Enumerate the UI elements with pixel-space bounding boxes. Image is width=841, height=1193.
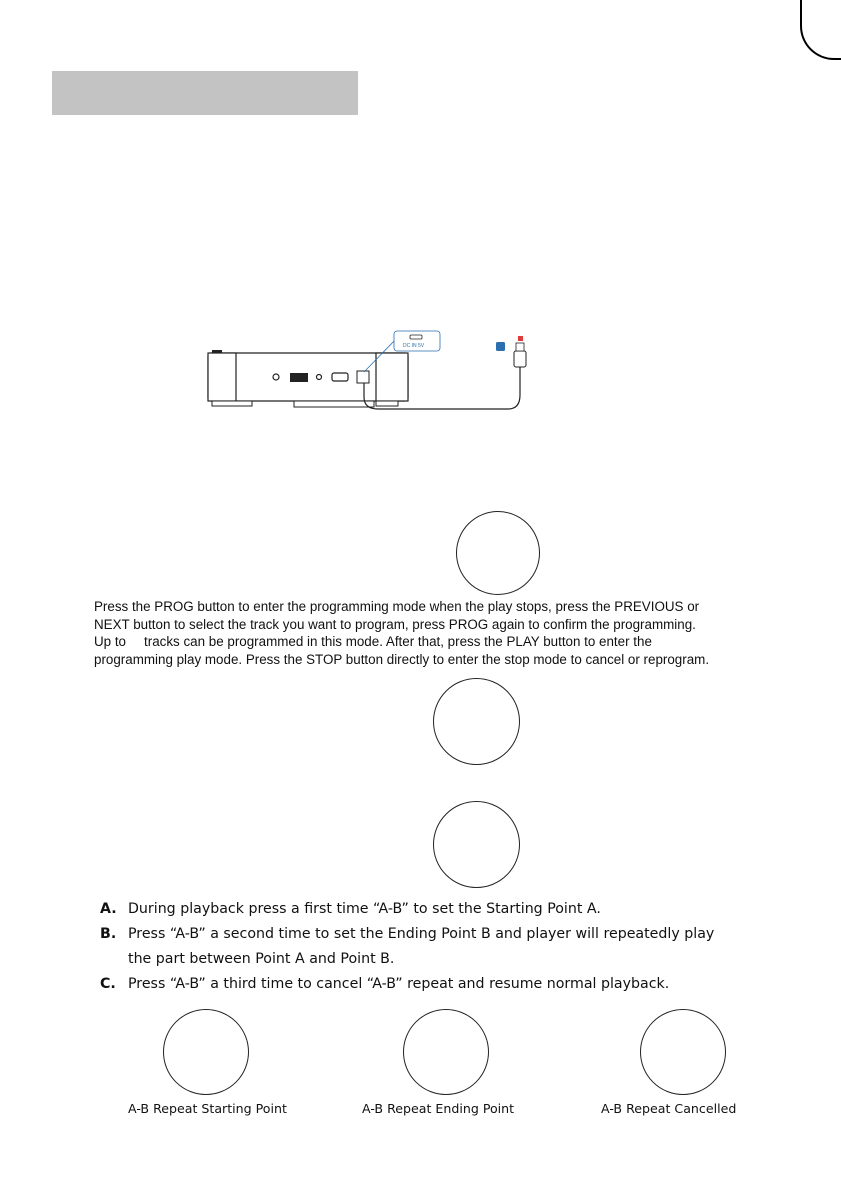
- ab-start-circle: [163, 1009, 249, 1095]
- caption-ab-end: A-B Repeat Ending Point: [362, 1101, 515, 1116]
- page-corner-mark: [800, 0, 841, 60]
- step-letter: B.: [100, 926, 117, 942]
- section-header-bar: [52, 71, 358, 115]
- program-line-3: [94, 633, 794, 651]
- button-circle-2: [433, 678, 520, 765]
- step-text: During playback press a first time “A-B” to set the Starting Point A.: [128, 901, 601, 917]
- program-line-3-end: tracks can be programmed in this mode. After that, press the PLAY button to enter the: [144, 634, 652, 649]
- step-text: Press “A-B” a second time to set the Ending Point B and player will repeatedly play the part between Point A and Point B.: [128, 926, 715, 967]
- ab-step-b: [100, 922, 760, 972]
- step-letter: C.: [100, 976, 116, 992]
- program-line-3-start: Up to: [94, 634, 127, 649]
- caption-ab-start: A-B Repeat Starting Point: [128, 1101, 287, 1116]
- program-instructions: [94, 598, 794, 668]
- button-circle-1: [456, 511, 540, 595]
- ab-cancel-circle: [640, 1009, 726, 1095]
- step-letter: A.: [100, 901, 117, 917]
- dc-power-badge-icon: [496, 342, 505, 351]
- ab-step-a: [100, 897, 760, 922]
- usb-port-icon: [290, 373, 308, 382]
- button-circle-3: [433, 801, 520, 888]
- ab-step-c: [100, 972, 760, 997]
- step-text: Press “A-B” a third time to cancel “A-B” repeat and resume normal playback.: [128, 976, 670, 992]
- ab-repeat-steps: [100, 897, 760, 997]
- caption-ab-cancel: A-B Repeat Cancelled: [601, 1101, 737, 1116]
- program-line-1: Press the PROG button to enter the programming mode when the play stops, press the PREVIOUS or: [94, 599, 700, 614]
- program-line-4: programming play mode. Press the STOP button directly to enter the stop mode to cancel or reprogram.: [94, 651, 710, 667]
- dc-in-label: DC IN 5V: [403, 343, 425, 349]
- ab-end-circle: [403, 1009, 489, 1095]
- program-line-2: NEXT button to select the track you want to program, press PROG again to confirm the programming.: [94, 616, 696, 632]
- device-connection-illustration: [198, 325, 538, 415]
